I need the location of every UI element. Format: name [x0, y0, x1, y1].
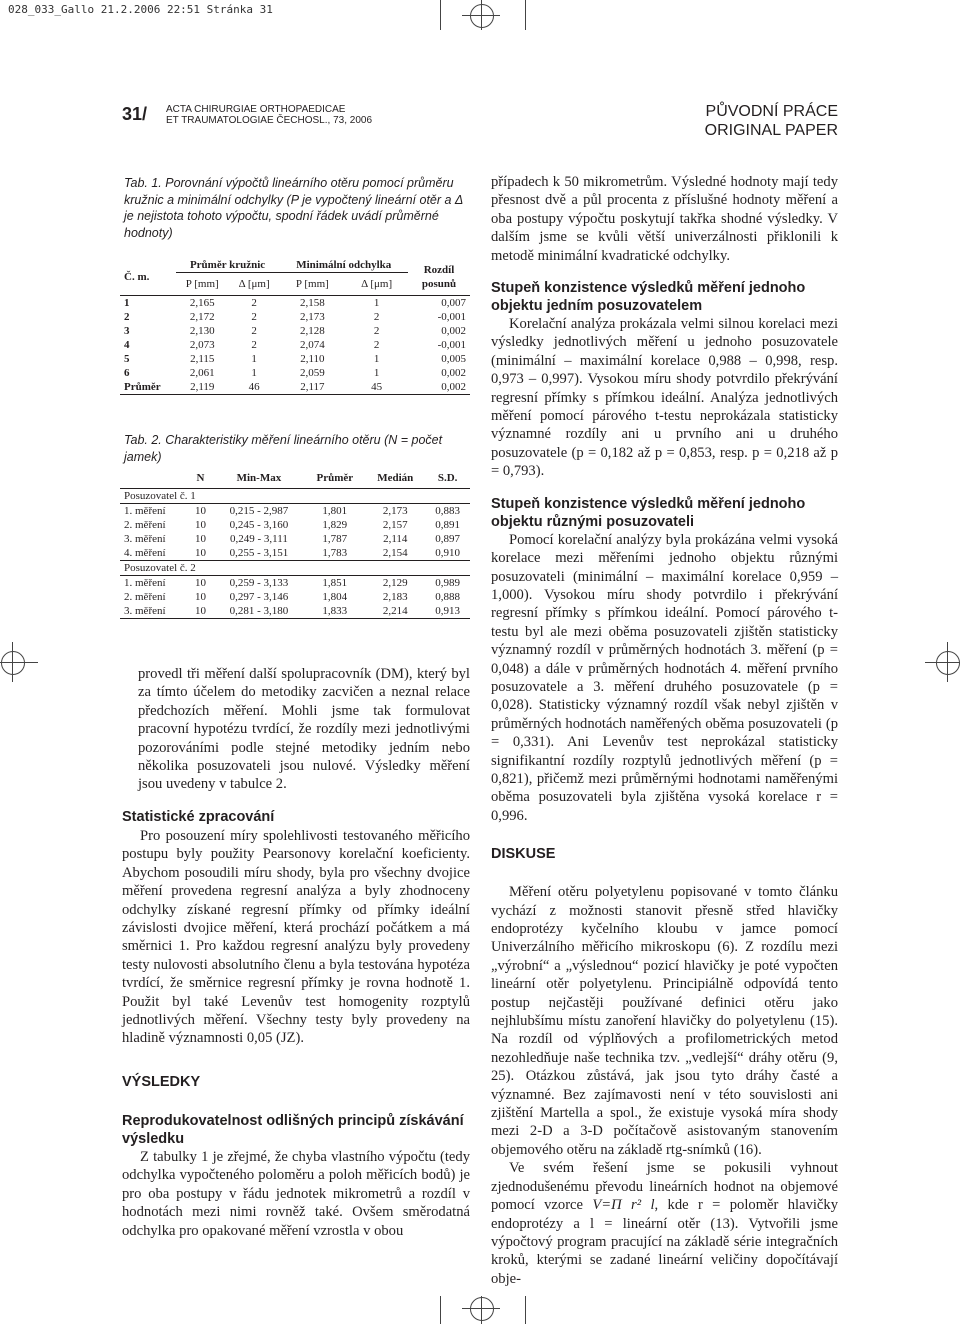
table-cell: 1: [251, 353, 257, 365]
table1-caption: Tab. 1. Porovnání výpočtů lineárního otěru pomocí průměru kružnic a minimální odchylky (P je vypočtený lineární otěr a Δ je nejistota tohoto výpočtu, spodní řádek uvádí průměrné hodnoty): [124, 176, 463, 240]
table-cell: 10: [195, 546, 206, 559]
table-row: [120, 604, 470, 619]
table-cell: 2,119: [190, 381, 215, 393]
table1-header-group1: Průměr kružnic: [176, 258, 280, 273]
discussion-paragraph-1: Měření otěru polyetylenu popisované v tomto článku vychází z možnosti stanovit přesně střed hlavičky endoprotézy kyčelního kloubu v jamce pomocí Univerzálního měřicího mikroskopu (6). Z rozdílu mezi „výrobní“ a „výslednou“ pozicí hlavičky je poté vypočten lineární otěr polyetylenu. Principiálně odpovídá tento postup nejčastěji používané definici otěru jako nejhlubšímu místu zanoření hlavičky do polyetylenu (15). Na rozdíl od výplňových a profilometrických metod nezohledňuje naše technika tzv. „vedlejší“ dráhy otěru (9, 25). Otázkou zůstává, jak jsou tyto dráhy časté a významné. Bez zajímavosti není v této souvislosti ani zjištění Martella a spol., že existuje vysoká míra shody mezi 2-D a 3-D počítačově asistovaným stanovením objemového otěru na základě rtg-snímků (16).: [491, 884, 838, 1158]
discussion-p2-end: , kde r = poloměr hlavičky endoprotézy a l = lineární otěr (13). Vytvořili jsme výpočtový program pracující na základě série integračních kroků, kterými se zadané lineární veličiny dopočítávají obje-: [491, 1197, 838, 1287]
table1-header-p2: P [mm]: [295, 278, 329, 290]
table-cell: 4: [124, 339, 130, 351]
table-cell: 0,913: [435, 604, 461, 617]
table-cell: 10: [195, 532, 206, 545]
table-cell: 2,074: [299, 339, 325, 351]
table2-header-n: N: [196, 471, 205, 484]
table-cell: 10: [195, 576, 206, 589]
table-cell: 2,115: [190, 353, 215, 365]
table-cell: 2,173: [299, 311, 325, 323]
table1-header-diff: Rozdíl posunů: [421, 263, 457, 290]
table-cell: 2,117: [300, 381, 325, 393]
table-cell: 2. měření: [124, 590, 166, 603]
table-cell: 2,158: [299, 297, 325, 309]
paper-type-en: ORIGINAL PAPER: [704, 122, 838, 139]
table-cell: 3. měření: [124, 532, 166, 545]
table-cell: 1: [373, 367, 380, 379]
table-row: [120, 518, 470, 532]
table-cell: 0,910: [435, 546, 461, 559]
repro-paragraph: Z tabulky 1 je zřejmé, že chyba vlastního výpočtu (tedy odchylka vypočteného poloměru a poloh měřicích bodů) je pro oba postupy v řádu jednotek mikrometrů a rozdíl v hodnotách mezi nimi rovněž také. Ovšem směrodatná odchylka pro opakované měření vzrostla v obou: [122, 1148, 470, 1239]
journal-line-2: ET TRAUMATOLOGIAE ČECHOSL., 73, 2006: [166, 115, 373, 126]
table-cell: 2,154: [382, 546, 408, 559]
right-column: [491, 173, 838, 1288]
table-row: [120, 310, 470, 324]
consistency-many-heading: Stupeň konzistence výsledků měření jednoho objektu různými posuzovateli: [491, 495, 806, 530]
table-cell: 5: [124, 353, 130, 365]
table-cell: 45: [371, 381, 383, 393]
print-slug: 028_033_Gallo 21.2.2006 22:51 Stránka 31: [8, 3, 273, 16]
consistency-one-paragraph: Korelační analýza prokázala velmi silnou korelaci mezi výsledky jednotlivých měření u jednoho posuzovatele (minimální – maximální korelace 0,988 – 0,998, resp. 0,973 – 0,997). Vysokou míru shody potvrdilo překrývání regresní přímky s přímkou ideální. Analýza jednotlivých měření pomocí párového t-testu neprokázala statisticky významné rozdíly ani u prvního ani u druhého posuzovatele (p = 0,182 až p = 0,853, resp. p = 0,218 až p = 0,793).: [491, 316, 838, 480]
table-row: [120, 546, 470, 561]
table-cell: 2,059: [299, 367, 325, 379]
table-cell: 10: [195, 590, 206, 603]
table-cell: 2,061: [189, 367, 215, 379]
table-cell: 0,255 - 3,151: [229, 546, 289, 559]
table1-header-cm: Č. m.: [124, 270, 150, 283]
table-cell: 0,888: [435, 590, 461, 603]
table-cell: 1. měření: [124, 504, 166, 517]
table-cell: 0,281 - 3,180: [229, 604, 289, 617]
table-cell: 0,883: [435, 504, 461, 517]
table2-group2: Posuzovatel č. 2: [124, 561, 196, 574]
table-cell: 2: [251, 297, 257, 309]
table-cell: -0,001: [437, 311, 466, 323]
table-cell: 10: [195, 518, 206, 531]
table-cell: 2,173: [382, 504, 408, 517]
table-cell: 2,128: [299, 325, 325, 337]
table-cell: 10: [195, 604, 206, 617]
table2: [120, 468, 470, 619]
right-cont-paragraph: případech k 50 mikrometrům. Výsledné hodnoty mají tedy přesnost dvě a půl procenta z příslušné hodnoty měření a oba postupy výpočtu poskytují takřka shodné výsledky. V dalším jsme se kvůli větší univerzálnosti přiklonili k metodě minimální kvadratické odchylky.: [491, 174, 838, 264]
table-cell: Průměr: [124, 381, 161, 393]
table-row: [120, 324, 470, 338]
table-cell: 2: [373, 339, 380, 351]
table-row: [120, 338, 470, 352]
formula: V=Π r² l: [592, 1197, 655, 1214]
table-row: [120, 590, 470, 604]
left-column: [122, 808, 470, 1240]
table-cell: 1: [124, 297, 130, 309]
table-cell: 0,002: [441, 381, 466, 393]
table-cell: 2: [251, 325, 257, 337]
table-cell: 46: [248, 381, 260, 393]
table-cell: 1,787: [322, 532, 348, 545]
table-cell: 1: [251, 367, 257, 379]
table-cell: 1. měření: [124, 576, 166, 589]
table-cell: 0,002: [441, 367, 466, 379]
table-cell: 1,851: [322, 576, 348, 589]
table-cell: 2,129: [382, 576, 408, 589]
table-cell: 0,249 - 3,111: [229, 532, 288, 545]
table2-caption: Tab. 2. Charakteristiky měření lineárního otěru (N = počet jamek): [124, 433, 443, 464]
stat-paragraph: Pro posouzení míry spolehlivosti testovaného měřicího postupu byly použity Pearsonovy korelační koeficienty. Abychom posoudili míru shody, byla pro všechny dvojice měření provedena regresní analýza a byly zhodnoceny odchylky získané regresní přímky od přímky ideální závislosti dvojice měření, která prochází počátkem a má směrnici 1. Pro každou regresní analýzu byly provedeny testy nulovosti absolutního členu a byla testována hypotéza tvrdící, že směrnice regresní přímky je rovna hodnotě 1. Použit byl také Levenův test homogenity rozptylů jednotlivých měření. Všechny testy byly provedeny na hladině významnosti 0,05 (JZ).: [122, 828, 470, 1047]
table-cell: 0,245 - 3,160: [229, 518, 289, 531]
table-cell: 3. měření: [124, 604, 166, 617]
table-cell: 2,073: [189, 339, 215, 351]
table-row: [120, 532, 470, 546]
consistency-one-heading: Stupeň konzistence výsledků měření jednoho objektu jedním posuzovatelem: [491, 280, 806, 315]
table-row: [120, 575, 470, 590]
table1-header-group2: Minimální odchylka: [279, 258, 408, 273]
table2-group1: Posuzovatel č. 1: [124, 489, 196, 502]
table-cell: 0,215 - 2,987: [229, 504, 289, 517]
table-cell: 0,891: [435, 518, 461, 531]
table-cell: 0,007: [441, 297, 466, 309]
table-cell: -0,001: [437, 339, 466, 351]
table-cell: 1: [373, 353, 380, 365]
table1: [120, 258, 470, 395]
discussion-paragraph-2: [491, 1159, 838, 1288]
table-cell: 2,214: [382, 604, 408, 617]
table-row: [120, 380, 470, 395]
table-cell: 0,002: [441, 325, 466, 337]
table-cell: 1,801: [322, 504, 348, 517]
table2-header-median: Medián: [377, 471, 414, 484]
table-cell: 1: [373, 297, 380, 309]
table-cell: 2: [373, 311, 380, 323]
table-cell: 0,897: [435, 532, 461, 545]
table-cell: 2,183: [382, 590, 408, 603]
table-cell: 2: [373, 325, 380, 337]
table2-header-mean: Průměr: [316, 471, 354, 484]
consistency-many-paragraph: Pomocí korelační analýzy byla prokázána velmi vysoká korelace mezi měřeními jednoho objektu různými posuzovateli (minimální – maximální korelace 0,959 – 1,000). Vysokou míru shody potvrdilo i překrývání regresní přímky s přímkou ideální. Pomocí párového t-testu byl ale mezi oběma posuzovateli zjištěn statisticky významný rozdíl v průměrných hodnotách 3. měření (p = 0,048) a dále v průměrných hodnotách 4. měření prvního posuzovatele a 3. měření druhého posuzovatele (p = 0,028). Statisticky významný rozdíl však nebyl zjištěn v průměrných hodnotách naměřených oběma posuzovateli (p = 0,331). Ani Levenův test neprokázal statisticky signifikantní rozdíly rozptylů jednotlivých měření (p = 0,821), přičemž mezi průměrnými hodnotami naměřenými oběma posuzovateli byla zjištěna vysoká korelace r = 0,996.: [491, 531, 838, 824]
table-cell: 1,783: [322, 546, 348, 559]
repro-heading: Reprodukovatelnost odlišných principů získávání výsledku: [122, 1112, 464, 1147]
table-cell: 3: [124, 325, 130, 337]
table-cell: 2,157: [382, 518, 408, 531]
table1-header-d1: Δ [μm]: [238, 278, 270, 290]
table2-header-sd: S.D.: [437, 471, 458, 484]
journal-line-1: ACTA CHIRURGIAE ORTHOPAEDICAE: [166, 104, 346, 115]
stat-heading: Statistické zpracování: [122, 809, 275, 825]
table2-header-minmax: Min-Max: [236, 471, 282, 484]
page-number: 31/: [122, 104, 148, 124]
table-cell: 2,114: [383, 532, 408, 545]
table-cell: 0,297 - 3,146: [229, 590, 289, 603]
table-cell: 4. měření: [124, 546, 166, 559]
table-cell: 10: [195, 504, 206, 517]
table-cell: 2. měření: [124, 518, 166, 531]
table1-header-d2: Δ [μm]: [361, 278, 393, 290]
table-cell: 1,829: [322, 518, 348, 531]
table-row: [120, 503, 470, 518]
journal-title: [166, 104, 372, 126]
discussion-heading: DISKUSE: [491, 846, 556, 863]
table-row: [120, 352, 470, 366]
table-cell: 2: [124, 311, 130, 323]
paper-type-cz: PŮVODNÍ PRÁCE: [705, 103, 838, 120]
table-row: [120, 296, 470, 311]
table-cell: 1,804: [322, 590, 348, 603]
table-cell: 0,005: [441, 353, 466, 365]
intro-paragraph: [138, 665, 470, 794]
table-cell: 2,110: [300, 353, 325, 365]
table-cell: 2: [251, 339, 257, 351]
table-cell: 0,989: [435, 576, 461, 589]
table1-header-p1: P [mm]: [185, 278, 219, 290]
table-cell: 1,833: [322, 604, 348, 617]
table-cell: 2,172: [189, 311, 215, 323]
table-cell: 2,165: [189, 297, 215, 309]
table-cell: 2: [251, 311, 257, 323]
paper-type: [705, 102, 838, 140]
intro-text: provedl tři měření další spolupracovník (DM), který byl za tímto účelem do metodiky zacvičen a neznal relace předchozích měření. Mohli jsme tak formulovat pracovní hypotézu tvrdící, že rozdíly mezi jednotlivými pozorováními podle stejné metodiky jedním nebo několika posuzovateli jsou nulové. Výsledky měření jsou uvedeny v tabulce 2.: [138, 666, 470, 793]
table-cell: 0,259 - 3,133: [229, 576, 289, 589]
table-cell: 6: [124, 367, 130, 379]
table-cell: 2,130: [189, 325, 215, 337]
discussion-p2-start: Ve svém řešení jsme se pokusili vyhnout zjednodušenému převodu lineárních hodnot na objemové pomocí vzorce: [491, 1160, 838, 1214]
table-row: [120, 366, 470, 380]
results-heading: VÝSLEDKY: [122, 1073, 201, 1090]
